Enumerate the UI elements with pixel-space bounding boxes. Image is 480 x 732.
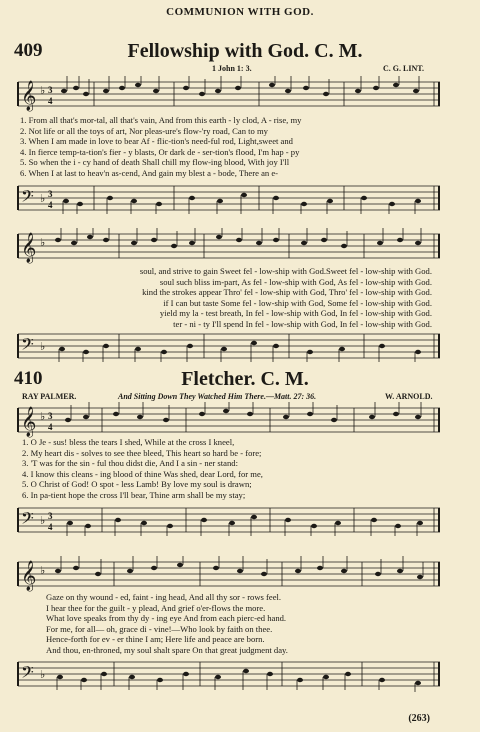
svg-text:𝄞: 𝄞 [21,81,37,111]
svg-text:3: 3 [48,85,53,95]
verse-line: 2. My heart dis - solves to see thee bleed, This heart so hard be - fore; [22,447,262,458]
verse-line: 5. O Christ of God! O spot - less Lamb! By love my soul is drawn; [22,479,252,490]
scripture-reference: 1 John 1: 3. [212,64,252,73]
hymn-number: 410 [14,368,43,389]
svg-text:♭: ♭ [40,85,46,97]
lyricist-credit: RAY PALMER. [22,392,77,401]
music-staff-treble [14,228,442,264]
hymn-title: Fletcher. C. M. [181,368,309,390]
refrain-block [46,592,288,656]
refrain-line: if I can but taste Some fel - low-ship with God, Some fel - low-ship with God. [163,297,432,308]
svg-text:♭: ♭ [40,193,46,205]
composer-credit: W. ARNOLD. [385,392,433,401]
refrain-line: What love speaks from thy dy - ing eye And from each pierc-ed hand. [46,613,287,624]
refrain-line: yield my la - test breath, In fel - low-ship with God, In fel - low-ship with God. [159,308,432,319]
hymn-number: 409 [14,40,43,61]
composer-credit: C. G. LINT. [383,64,424,73]
svg-text:♭: ♭ [40,669,46,681]
verse-line: 1. O Je - sus! bless the tears I shed, While at the cross I kneel, [22,437,235,447]
refrain-line: I hear thee for the guilt - y plead, And grief o'er-flows the more. [46,602,266,613]
svg-text:𝄢: 𝄢 [21,664,34,686]
svg-text:♭: ♭ [40,411,46,423]
refrain-line: kind the strokes appear Thro' fel - low-ship with God, Thro' fel - low-ship with God. [142,287,432,298]
refrain-line: soul such bliss im-part, As fel - low-ship with God, As fel - low-ship with God. [159,276,432,287]
verse-block [22,437,263,501]
svg-text:♭: ♭ [40,237,46,249]
refrain-line: ter - ni - ty I'll spend In fel - low-ship with God, In fel - low-ship with God. [173,318,432,329]
verse-line: 4. I know this cleans - ing blood of thine Was shed, dear Lord, for me, [22,468,263,479]
refrain-line: And thou, en-throned, my soul shalt spare On that great judgment day. [46,644,288,655]
page-number: (263) [408,713,430,724]
svg-text:3: 3 [48,511,53,521]
verse-line: 1. From all that's mor-tal, all that's vain, And from this earth - ly clod, A - rise, my [20,115,302,125]
svg-text:4: 4 [48,422,53,432]
scripture-reference: And Sitting Down They Watched Him There.—Matt. 27: 36. [118,392,317,401]
refrain-block [140,266,432,330]
svg-text:𝄢: 𝄢 [21,188,34,210]
refrain-line: soul, and strive to gain Sweet fel - low-ship with God.Sweet fel - low-ship with God. [139,266,432,276]
refrain-line: For me, for all— oh, grace di - vine!—Who look by faith on thee. [46,623,273,634]
verse-line: 4. In fierce temp-ta-tion's fier - y blasts, Or dark de - ser-tion's flood, I'm hap - py [20,146,300,157]
verse-line: 5. So when the i - cy hand of death Shall chill my flow-ing blood, With joy I'll [20,157,290,168]
svg-text:♭: ♭ [40,341,46,353]
svg-text:4: 4 [48,96,53,106]
verse-line: 3. When I am made in love to bear Af - flic-tion's need-ful rod, Light,sweet and [20,136,293,147]
svg-text:𝄢: 𝄢 [21,336,34,358]
hymn-title: Fellowship with God. C. M. [127,40,363,62]
refrain-line: Gaze on thy wound - ed, faint - ing head, And all thy sor - rows feel. [46,592,282,602]
svg-text:4: 4 [48,200,53,210]
svg-text:4: 4 [48,522,53,532]
verse-line: 2. Not life or all the toys of art, Nor pleas-ure's flow-'ry road, Can to my [20,125,268,136]
svg-text:𝄞: 𝄞 [21,561,37,590]
svg-text:♭: ♭ [40,565,46,577]
music-staff-bass [14,180,442,216]
svg-text:3: 3 [48,189,53,199]
music-staff-treble [14,76,442,112]
svg-text:𝄞: 𝄞 [21,407,37,436]
svg-text:𝄞: 𝄞 [21,233,37,262]
music-staff-treble [14,556,442,592]
svg-text:♭: ♭ [40,515,46,527]
svg-text:3: 3 [48,411,53,421]
music-staff-bass [14,656,442,692]
music-staff-treble [14,402,442,438]
verse-line: 3. 'T was for the sin - ful thou didst die, And I a sin - ner stand: [22,458,238,469]
refrain-line: Hence-forth for ev - er thine I am; Here life and peace are born. [46,634,265,645]
music-staff-bass [14,328,442,364]
verse-line: 6. In pa-tient hope the cross I'll bear, Thine arm shall be my stay; [22,489,246,500]
verse-line: 6. When I at last to heav'n as-cend, And gain my blest a - bode, There an e- [20,167,279,178]
running-head: COMMUNION WITH GOD. [166,6,314,18]
verse-block [20,115,301,179]
music-staff-bass [14,502,442,538]
svg-text:𝄢: 𝄢 [21,510,34,532]
